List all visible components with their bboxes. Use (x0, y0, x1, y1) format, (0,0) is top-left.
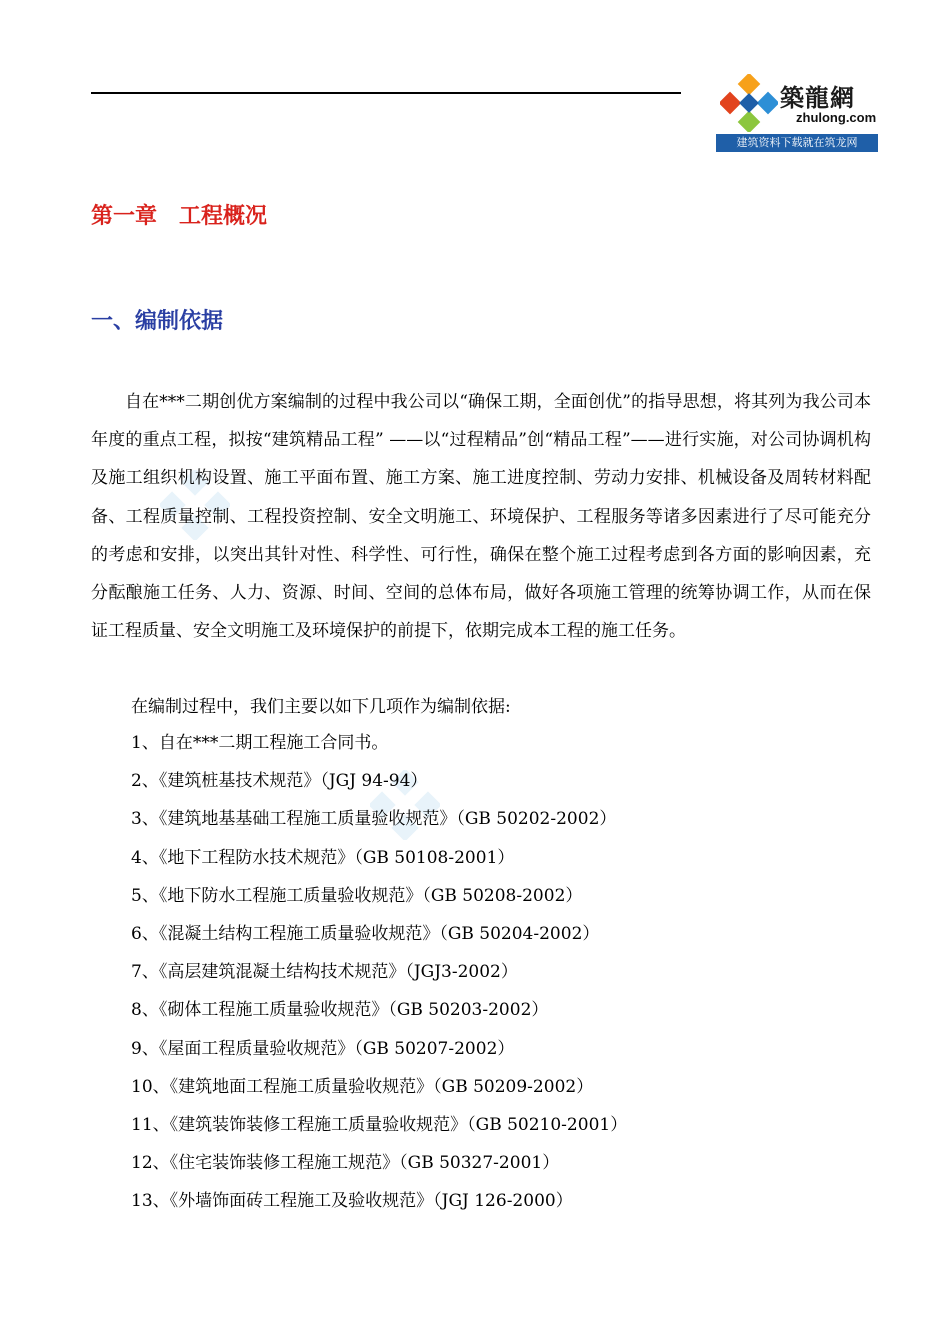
chapter-title: 第一章 工程概况 (91, 204, 268, 229)
basis-list (131, 731, 627, 1227)
body-paragraph: 自在***二期创优方案编制的过程中我公司以“确保工期，全面创优”的指导思想，将其列为我公司本年度的重点工程，拟按“建筑精品工程” ——以“过程精品”创“精品工程”——进行实施，对公司协调机构及施工组织机构设置、施工平面布置、施工方案、施工进度控制、劳动力安排、机械设备及周转材料配备、工程质量控制、工程投资控制、安全文明施工、环境保护、工程服务等诸多因素进行了尽可能充分的考虑和安排，以突出其针对性、科学性、可行性，确保在整个施工过程考虑到各方面的影响因素，充分酝酿施工任务、人力、资源、时间、空间的总体布局，做好各项施工管理的统筹协调工作，从而在保证工程质量、安全文明施工及环境保护的前提下，依期完成本工程的施工任务。 (91, 392, 871, 642)
list-item: 1、自在***二期工程施工合同书。 (131, 733, 389, 753)
list-item: 5、《地下防水工程施工质量验收规范》（GB 50208-2002） (131, 885, 583, 906)
logo-tagline: 建筑资料下载就在筑龙网 (716, 134, 878, 152)
list-item: 13、《外墙饰面砖工程施工及验收规范》（JGJ 126-2000） (131, 1191, 573, 1212)
list-item: 10、《建筑地面工程施工质量验收规范》（GB 50209-2002） (131, 1076, 594, 1097)
list-item: 7、《高层建筑混凝土结构技术规范》（JGJ3-2002） (131, 962, 518, 983)
section-title: 一、编制依据 (91, 309, 224, 334)
basis-intro: 在编制过程中，我们主要以如下几项作为编制依据: (131, 697, 511, 717)
list-item: 12、《住宅装饰装修工程施工规范》（GB 50327-2001） (131, 1153, 560, 1174)
list-item: 6、《混凝土结构工程施工质量验收规范》（GB 50204-2002） (131, 923, 600, 944)
list-item: 11、《建筑装饰装修工程施工质量验收规范》（GB 50210-2001） (131, 1114, 628, 1135)
list-item: 2、《建筑桩基技术规范》（JGJ 94-94） (131, 771, 428, 792)
pinwheel-logo-icon (720, 74, 778, 132)
list-item: 4、《地下工程防水技术规范》（GB 50108-2001） (131, 847, 515, 868)
list-item: 8、《砌体工程施工质量验收规范》（GB 50203-2002） (131, 1000, 549, 1021)
list-item: 3、《建筑地基基础工程施工质量验收规范》（GB 50202-2002） (131, 809, 617, 830)
logo-domain: zhulong.com (796, 110, 877, 125)
list-item: 9、《屋面工程质量验收规范》（GB 50207-2002） (131, 1038, 515, 1059)
logo-top (716, 72, 878, 134)
logo-name-cn: 築龍網 (780, 83, 855, 112)
header-rule (91, 92, 681, 94)
zhulong-logo[interactable] (716, 72, 878, 152)
